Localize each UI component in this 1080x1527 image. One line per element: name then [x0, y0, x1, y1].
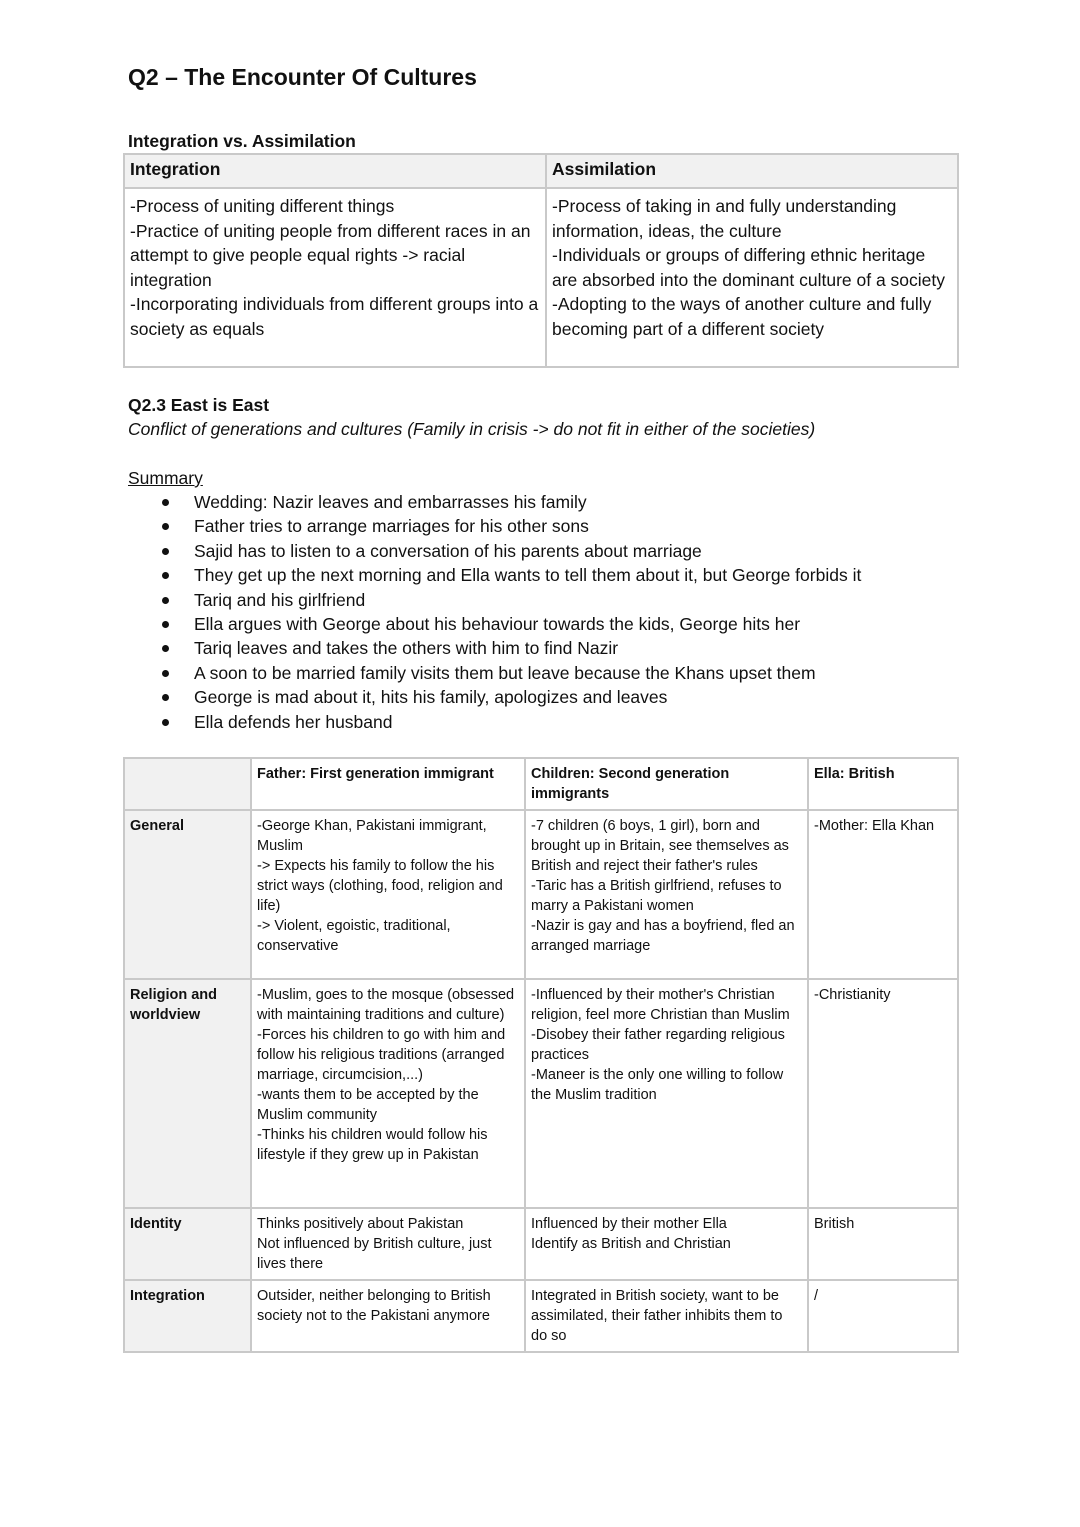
father-column-header: Father: First generation immigrant — [251, 758, 525, 810]
assimilation-line: -Adopting to the ways of another culture and fully becoming part of a different society — [552, 294, 932, 339]
cell-text: -Maneer is the only one willing to follow the Muslim tradition — [531, 1067, 784, 1103]
ella-cell — [808, 1208, 958, 1280]
cell-text: Not influenced by British culture, just lives there — [257, 1236, 492, 1272]
table-corner — [124, 758, 251, 810]
table-row — [124, 979, 958, 1208]
summary-item-text: Father tries to arrange marriages for his other sons — [194, 516, 589, 537]
summary-item — [128, 563, 861, 587]
table-row — [124, 1208, 958, 1280]
father-cell — [251, 1208, 525, 1280]
children-cell — [525, 979, 808, 1208]
children-cell — [525, 1208, 808, 1280]
cell-text: -> Violent, egoistic, traditional, conservative — [257, 918, 451, 954]
summary-heading: Summary — [128, 468, 203, 488]
bullet-icon — [162, 523, 169, 530]
cell-text: -wants them to be accepted by the Muslim community — [257, 1087, 479, 1123]
cell-text: -Thinks his children would follow his lifestyle if they grew up in Pakistan — [257, 1127, 488, 1163]
bullet-icon — [162, 572, 169, 579]
cell-text: -George Khan, Pakistani immigrant, Muslim — [257, 818, 487, 854]
cell-text: British — [814, 1216, 855, 1232]
summary-item-text: Tariq leaves and takes the others with him to find Nazir — [194, 638, 619, 659]
character-comparison-table — [123, 757, 959, 1353]
cell-text: -Influenced by their mother's Christian religion, feel more Christian than Muslim — [531, 987, 790, 1023]
row-label: Identity — [124, 1208, 251, 1280]
row-label: Religion and worldview — [124, 979, 251, 1208]
integration-assimilation-table — [123, 153, 959, 368]
children-cell — [525, 1280, 808, 1352]
integration-line: -Process of uniting different things — [130, 196, 395, 216]
q23-subtitle: Conflict of generations and cultures (Family in crisis -> do not fit in either of the societies) — [128, 419, 816, 439]
bullet-icon — [162, 548, 169, 555]
cell-text: / — [814, 1288, 819, 1304]
assimilation-line: -Individuals or groups of differing ethnic heritage are absorbed into the dominant culture of a society — [552, 245, 946, 290]
summary-list — [128, 490, 861, 734]
summary-item — [128, 514, 861, 538]
cell-text: -Forces his children to go with him and follow his religious traditions (arranged marriage, circumcision,...) — [257, 1027, 506, 1083]
ella-cell — [808, 979, 958, 1208]
integration-section-heading: Integration vs. Assimilation — [128, 131, 356, 151]
summary-item — [128, 588, 861, 612]
summary-item-text: Wedding: Nazir leaves and embarrasses his family — [194, 492, 587, 512]
cell-text: -7 children (6 boys, 1 girl), born and brought up in Britain, see themselves as British and reject their father's rules — [531, 818, 789, 874]
summary-item-text: George is mad about it, hits his family, apologizes and leaves — [194, 687, 668, 708]
bullet-icon — [162, 670, 169, 677]
bullet-icon — [162, 499, 169, 506]
cell-text: Identify as British and Christian — [531, 1236, 731, 1252]
bullet-icon — [162, 621, 169, 628]
cell-text: -Mother: Ella Khan — [814, 818, 935, 834]
children-cell — [525, 810, 808, 979]
cell-text: Outsider, neither belonging to British society not to the Pakistani anymore — [257, 1288, 491, 1324]
summary-item — [128, 661, 861, 685]
assimilation-cell — [546, 188, 958, 367]
cell-text: Thinks positively about Pakistan — [257, 1216, 464, 1232]
summary-item — [128, 490, 861, 514]
summary-item — [128, 636, 861, 660]
ella-cell — [808, 1280, 958, 1352]
integration-header: Integration — [124, 154, 546, 188]
cell-text: -Taric has a British girlfriend, refuses to marry a Pakistani women — [531, 878, 782, 914]
ella-cell — [808, 810, 958, 979]
integration-line: -Incorporating individuals from different groups into a society as equals — [130, 294, 539, 339]
summary-item — [128, 710, 861, 734]
table-row — [124, 1280, 958, 1352]
summary-item-text: Sajid has to listen to a conversation of his parents about marriage — [194, 540, 702, 561]
ella-column-header: Ella: British — [808, 758, 958, 810]
father-cell — [251, 979, 525, 1208]
row-label: General — [124, 810, 251, 979]
summary-item-text: Ella argues with George about his behaviour towards the kids, George hits her — [194, 614, 801, 635]
summary-item-text: A soon to be married family visits them but leave because the Khans upset them — [194, 662, 816, 683]
table-row — [124, 810, 958, 979]
assimilation-header: Assimilation — [546, 154, 958, 188]
summary-item — [128, 539, 861, 563]
cell-text: Integrated in British society, want to be assimilated, their father inhibits them to do so — [531, 1288, 783, 1344]
integration-line: -Practice of uniting people from different races in an attempt to give people equal rights -> racial integration — [130, 220, 531, 290]
cell-text: -Nazir is gay and has a boyfriend, fled an arranged marriage — [531, 918, 795, 954]
children-column-header: Children: Second generation immigrants — [525, 758, 808, 810]
cell-text: -Christianity — [814, 987, 891, 1003]
father-cell — [251, 1280, 525, 1352]
father-cell — [251, 810, 525, 979]
cell-text: Influenced by their mother Ella — [531, 1216, 727, 1232]
bullet-icon — [162, 645, 169, 652]
integration-cell — [124, 188, 546, 367]
summary-item-text: They get up the next morning and Ella wants to tell them about it, but George forbids it — [194, 565, 862, 586]
page-title: Q2 – The Encounter Of Cultures — [128, 64, 477, 90]
summary-item-text: Ella defends her husband — [194, 711, 393, 732]
row-label: Integration — [124, 1280, 251, 1352]
summary-item — [128, 685, 861, 709]
q23-title: Q2.3 East is East — [128, 395, 270, 415]
cell-text: -Disobey their father regarding religious practices — [531, 1027, 785, 1063]
summary-item-text: Tariq and his girlfriend — [194, 589, 366, 610]
bullet-icon — [162, 597, 169, 604]
assimilation-line: -Process of taking in and fully understanding information, ideas, the culture — [552, 196, 897, 241]
summary-item — [128, 612, 861, 636]
bullet-icon — [162, 694, 169, 701]
cell-text: -> Expects his family to follow the his strict ways (clothing, food, religion and life) — [257, 858, 503, 914]
cell-text: -Muslim, goes to the mosque (obsessed with maintaining traditions and culture) — [257, 987, 515, 1023]
bullet-icon — [162, 719, 169, 726]
